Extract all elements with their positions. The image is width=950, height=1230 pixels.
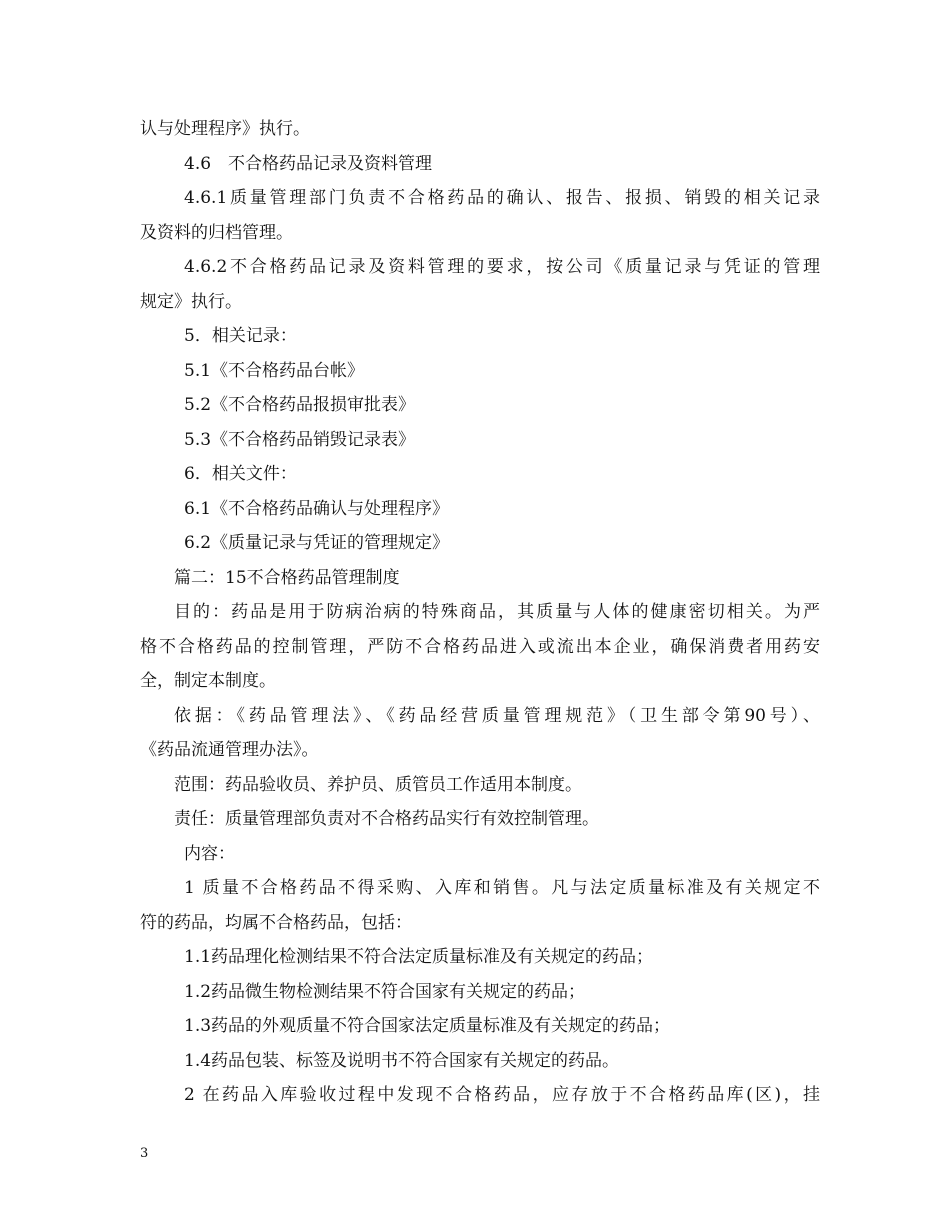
text-line: 格不合格药品的控制管理，严防不合格药品进入或流出本企业，确保消费者用药安: [140, 636, 820, 657]
text-line: 6.1《不合格药品确认与处理程序》: [184, 498, 450, 519]
text-line: 符的药品，均属不合格药品，包括：: [140, 912, 412, 933]
text-line: 1.2药品微生物检测结果不符合国家有关规定的药品；: [184, 981, 586, 1002]
text-line: 规定》执行。: [140, 291, 242, 312]
text-line: 4.6 不合格药品记录及资料管理: [184, 153, 433, 174]
text-line: 5.1《不合格药品台帐》: [184, 360, 365, 381]
text-line: 5.2《不合格药品报损审批表》: [184, 395, 416, 415]
text-line: 1.4药品包装、标签及说明书不符合国家有关规定的药品。: [184, 1050, 620, 1071]
text-line: 责任：质量管理部负责对不合格药品实行有效控制管理。: [174, 809, 599, 829]
text-line: 内容：: [184, 843, 235, 864]
text-line: 及资料的归档管理。: [140, 222, 293, 243]
text-line: 范围：药品验收员、养护员、质管员工作适用本制度。: [174, 774, 582, 795]
text-line: 认与处理程序》执行。: [140, 119, 310, 139]
text-line: 1 质量不合格药品不得采购、入库和销售。凡与法定质量标准及有关规定不: [184, 878, 820, 898]
text-line: 5.3《不合格药品销毁记录表》: [184, 429, 416, 450]
text-line: 5．相关记录：: [184, 326, 297, 346]
text-line: 依据：《药品管理法》、《药品经营质量管理规范》（卫生部令第90号）、: [174, 705, 820, 726]
text-line: 4.6.1质量管理部门负责不合格药品的确认、报告、报损、销毁的相关记录: [184, 188, 820, 208]
text-line: 2 在药品入库验收过程中发现不合格药品，应存放于不合格药品库(区)，挂: [184, 1085, 820, 1105]
text-line: 6．相关文件：: [184, 464, 297, 484]
document-body: [140, 112, 820, 1113]
text-line: 4.6.2不合格药品记录及资料管理的要求，按公司《质量记录与凭证的管理: [184, 257, 820, 277]
page-number: 3: [140, 1146, 149, 1161]
text-line: 篇二：15不合格药品管理制度: [174, 567, 400, 588]
text-line: 全，制定本制度。: [140, 671, 276, 691]
text-line: 《药品流通管理办法》。: [140, 740, 319, 760]
text-line: 6.2《质量记录与凭证的管理规定》: [184, 533, 450, 553]
text-line: 1.1药品理化检测结果不符合法定质量标准及有关规定的药品；: [184, 947, 654, 967]
text-line: 目的：药品是用于防病治病的特殊商品，其质量与人体的健康密切相关。为严: [174, 602, 820, 622]
text-line: 1.3药品的外观质量不符合国家法定质量标准及有关规定的药品；: [184, 1016, 671, 1036]
